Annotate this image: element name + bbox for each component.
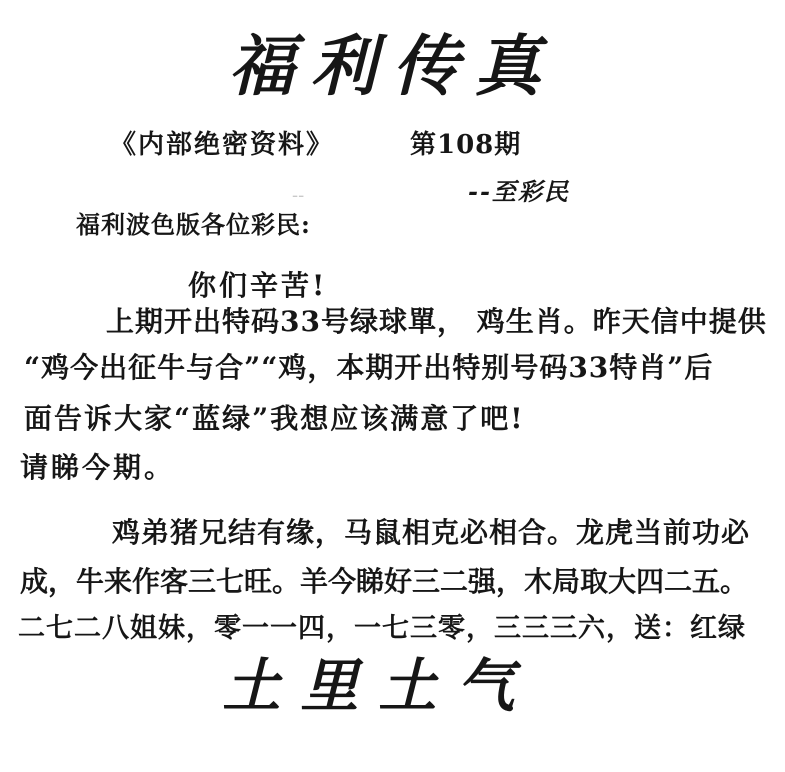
attribution-to-players: --至彩民 xyxy=(468,177,570,206)
zodiac-poem-line1: 鸡弟猪兄结有缘，马鼠相克必相合。龙虎当前功必 xyxy=(112,516,751,549)
salutation-line: 福利波色版各位彩民: xyxy=(76,210,311,239)
paragraph1-line3: 面告诉大家“蓝绿”我想应该满意了吧! xyxy=(24,402,525,435)
paragraph1-line2: “鸡今出征牛与合”“鸡，本期开出特别号码33特肖”后 xyxy=(24,351,714,384)
numbers-line: 二七二八姐妹，零一一四，一七三零，三三三六，送：红绿 xyxy=(18,613,746,644)
classified-material-label: 《内部绝密资料》 xyxy=(110,130,335,160)
paragraph1-line4: 请睇今期。 xyxy=(20,451,176,484)
faint-dash-mark: -- xyxy=(292,185,305,206)
greeting-line: 你们辛苦! xyxy=(188,269,328,302)
issue-number: 第108期 xyxy=(410,130,522,160)
footer-slogan: 土里土气 xyxy=(222,652,535,720)
page-title: 福利传真 xyxy=(228,27,557,105)
paragraph1-line1: 上期开出特码33号绿球單， 鸡生肖。昨天信中提供 xyxy=(106,305,767,338)
zodiac-poem-line2: 成，牛来作客三七旺。羊今睇好三二强，木局取大四二五。 xyxy=(20,565,749,598)
